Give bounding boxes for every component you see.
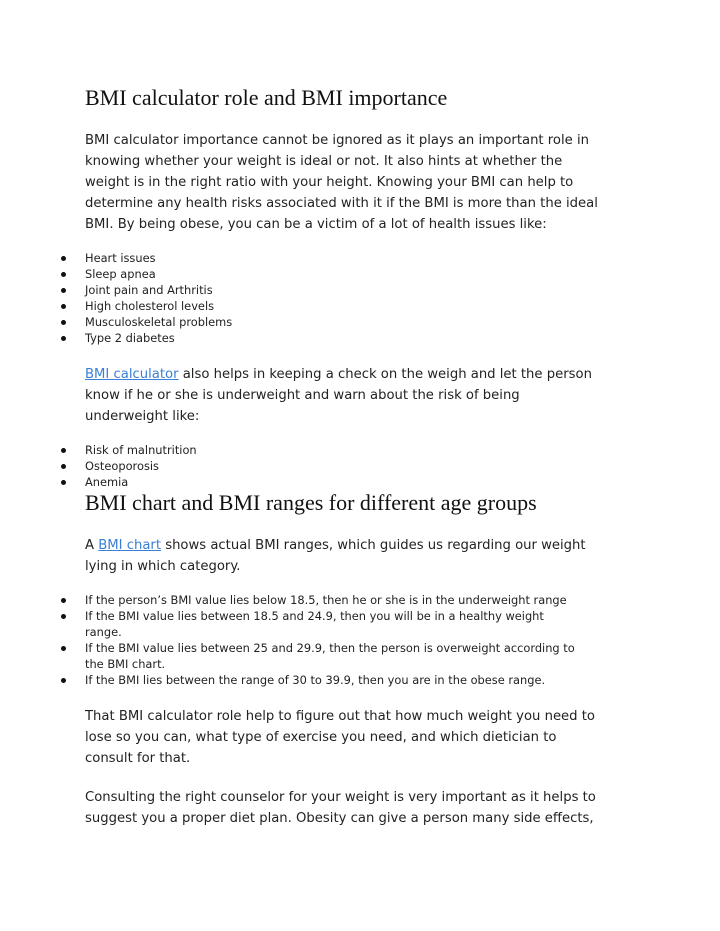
list-item-text: If the BMI value lies between 18.5 and 24.9, then you will be in a healthy weight xyxy=(85,609,544,623)
list-item xyxy=(0,298,645,314)
paragraph-line: know if he or she is underweight and warn about the risk of being xyxy=(85,388,520,403)
health-issues-list xyxy=(0,250,645,346)
paragraph-line: lose so you can, what type of exercise you need, and which dietician to xyxy=(85,730,557,745)
paragraph-line: weight is in the right ratio with your height. Knowing your BMI can help to xyxy=(85,175,574,190)
list-item-text: Joint pain and Arthritis xyxy=(85,283,213,297)
paragraph-line-text: also helps in keeping a check on the weigh and let the person xyxy=(178,367,592,382)
list-item-text: Anemia xyxy=(85,475,129,489)
bmi-calculator-link[interactable]: BMI calculator xyxy=(85,367,179,382)
section-heading-bmi-importance: BMI calculator role and BMI importance xyxy=(85,85,448,110)
list-item xyxy=(0,474,645,490)
paragraph-line: knowing whether your weight is ideal or not. It also hints at whether the xyxy=(85,154,563,169)
list-item xyxy=(0,608,645,640)
bullet-icon xyxy=(61,256,66,261)
paragraph-line: underweight like: xyxy=(85,409,200,424)
list-item-text: If the BMI lies between the range of 30 to 39.9, then you are in the obese range. xyxy=(85,673,546,687)
list-item-text: Osteoporosis xyxy=(85,459,159,473)
list-item-text: the BMI chart. xyxy=(85,657,166,671)
paragraph-calculator-role xyxy=(85,706,645,769)
paragraph-line: BMI. By being obese, you can be a victim of a lot of health issues like: xyxy=(85,217,547,232)
bullet-icon xyxy=(61,272,66,277)
paragraph-line: That BMI calculator role help to figure out that how much weight you need to xyxy=(85,709,595,724)
paragraph-line: suggest you a proper diet plan. Obesity can give a person many side effects, xyxy=(85,811,594,826)
list-item xyxy=(0,640,645,672)
list-item xyxy=(0,314,645,330)
bullet-icon xyxy=(61,464,66,469)
paragraph-line: BMI calculator importance cannot be ignored as it plays an important role in xyxy=(85,133,589,148)
bullet-icon xyxy=(61,614,66,619)
bullet-icon xyxy=(61,646,66,651)
paragraph-line: lying in which category. xyxy=(85,559,241,574)
paragraph-line xyxy=(85,364,645,385)
list-item-text: If the BMI value lies between 25 and 29.9, then the person is overweight according to xyxy=(85,641,575,655)
paragraph-bmi-importance xyxy=(85,130,645,235)
list-item-text: Musculoskeletal problems xyxy=(85,315,233,329)
list-item xyxy=(0,250,645,266)
bullet-icon xyxy=(61,598,66,603)
list-item xyxy=(0,282,645,298)
paragraph-line xyxy=(85,535,645,556)
list-item-text: Heart issues xyxy=(85,251,156,265)
bmi-ranges-list xyxy=(0,592,645,688)
paragraph-bmi-calculator xyxy=(85,364,645,427)
list-item-text: High cholesterol levels xyxy=(85,299,215,313)
list-item xyxy=(0,330,645,346)
paragraph-line: Consulting the right counselor for your weight is very important as it helps to xyxy=(85,790,596,805)
list-item-text: range. xyxy=(85,625,122,639)
bullet-icon xyxy=(61,336,66,341)
list-item xyxy=(0,592,645,608)
bullet-icon xyxy=(61,320,66,325)
paragraph-bmi-chart xyxy=(85,535,645,577)
paragraph-counselor xyxy=(85,787,645,829)
paragraph-line: consult for that. xyxy=(85,751,191,766)
paragraph-line-text: shows actual BMI ranges, which guides us regarding our weight xyxy=(161,538,586,553)
list-item-text: If the person’s BMI value lies below 18.5, then he or she is in the underweight range xyxy=(85,593,567,607)
list-item xyxy=(0,458,645,474)
list-item-text: Type 2 diabetes xyxy=(85,331,175,345)
bullet-icon xyxy=(61,448,66,453)
section-heading-bmi-chart: BMI chart and BMI ranges for different age groups xyxy=(85,490,537,515)
bullet-icon xyxy=(61,678,66,683)
paragraph-line-text: A xyxy=(85,538,99,553)
paragraph-line: determine any health risks associated with it if the BMI is more than the ideal xyxy=(85,196,598,211)
list-item-text: Sleep apnea xyxy=(85,267,156,281)
bmi-chart-link[interactable]: BMI chart xyxy=(98,538,162,553)
underweight-risks-list xyxy=(0,442,645,490)
bullet-icon xyxy=(61,480,66,485)
list-item xyxy=(0,442,645,458)
list-item-text: Risk of malnutrition xyxy=(85,443,197,457)
bullet-icon xyxy=(61,288,66,293)
bullet-icon xyxy=(61,304,66,309)
list-item xyxy=(0,672,645,688)
list-item xyxy=(0,266,645,282)
